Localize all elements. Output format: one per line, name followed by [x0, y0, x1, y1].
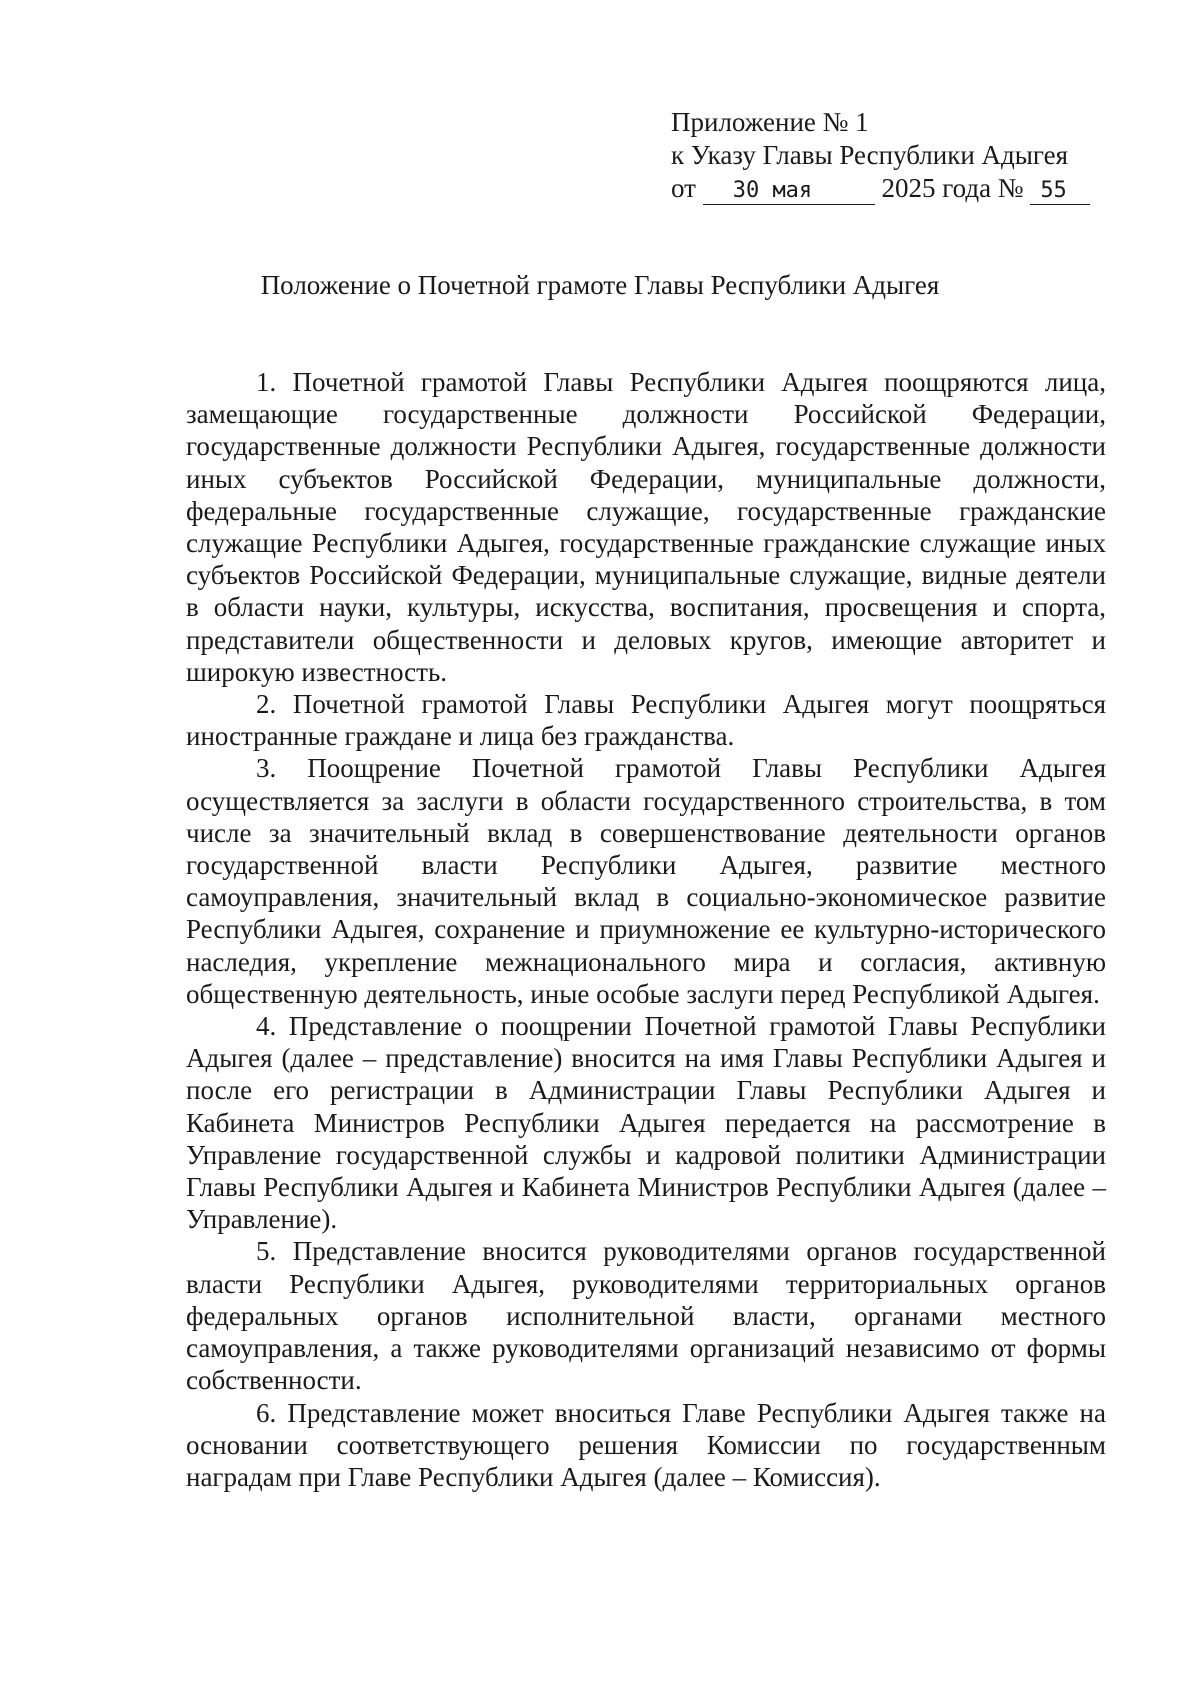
document-body: [186, 366, 1106, 1493]
decree-reference: к Указу Главы Республики Адыгея: [671, 140, 1069, 170]
decree-date-line: [671, 172, 1111, 205]
paragraph-3: 3. Поощрение Почетной грамотой Главы Республики Адыгея осуществляется за заслуги в области государственного строительства, в том числе за значительный вклад в совершенствование деятельности органов государственной власти Республики Адыгея, развитие местного самоуправления, значительный вклад в социально-экономическое развитие Республики Адыгея, сохранение и приумножение ее культурно-исторического наследия, укрепление межнационального мира и согласия, активную общественную деятельность, иные особые заслуги перед Республикой Адыгея.: [186, 753, 1106, 1009]
paragraph-4: 4. Представление о поощрении Почетной грамотой Главы Республики Адыгея (далее – представление) вносится на имя Главы Республики Адыгея и после его регистрации в Администрации Главы Республики Адыгея и Кабинета Министров Республики Адыгея передается на рассмотрение в Управление государственной службы и кадровой политики Администрации Главы Республики Адыгея и Кабинета Министров Республики Адыгея (далее – Управление).: [186, 1011, 1106, 1235]
appendix-number: Приложение № 1: [671, 107, 869, 137]
decree-year: 2025 года №: [881, 173, 1024, 203]
paragraph-6: 6. Представление может вноситься Главе Республики Адыгея также на основании соответствующего решения Комиссии по государственным наградам при Главе Республики Адыгея (далее – Комиссия).: [186, 1397, 1106, 1492]
decree-number-field: 55: [1030, 178, 1090, 205]
paragraph-2: 2. Почетной грамотой Главы Республики Адыгея могут поощряться иностранные граждане и лица без гражданства.: [186, 689, 1106, 752]
document-title: Положение о Почетной грамоте Главы Республики Адыгея: [260, 270, 940, 300]
date-prefix: от: [671, 173, 696, 203]
paragraph-1: 1. Почетной грамотой Главы Республики Адыгея поощряются лица, замещающие государственные должности Российской Федерации, государственные должности Республики Адыгея, государственные должности иных субъектов Российской Федерации, муниципальные должности, федеральные государственные служащие, государственные гражданские служащие Республики Адыгея, государственные гражданские служащие иных субъектов Российской Федерации, муниципальные служащие, видные деятели в области науки, культуры, искусства, воспитания, просвещения и спорта, представители общественности и деловых кругов, имеющие авторитет и широкую известность.: [186, 367, 1106, 687]
appendix-header: [671, 106, 1111, 205]
decree-date-field: 30 мая: [703, 178, 875, 205]
paragraph-5: 5. Представление вносится руководителями органов государственной власти Республики Адыгея, руководителями территориальных органов федеральных органов исполнительной власти, органами местного самоуправления, а также руководителями организаций независимо от формы собственности.: [186, 1236, 1106, 1396]
